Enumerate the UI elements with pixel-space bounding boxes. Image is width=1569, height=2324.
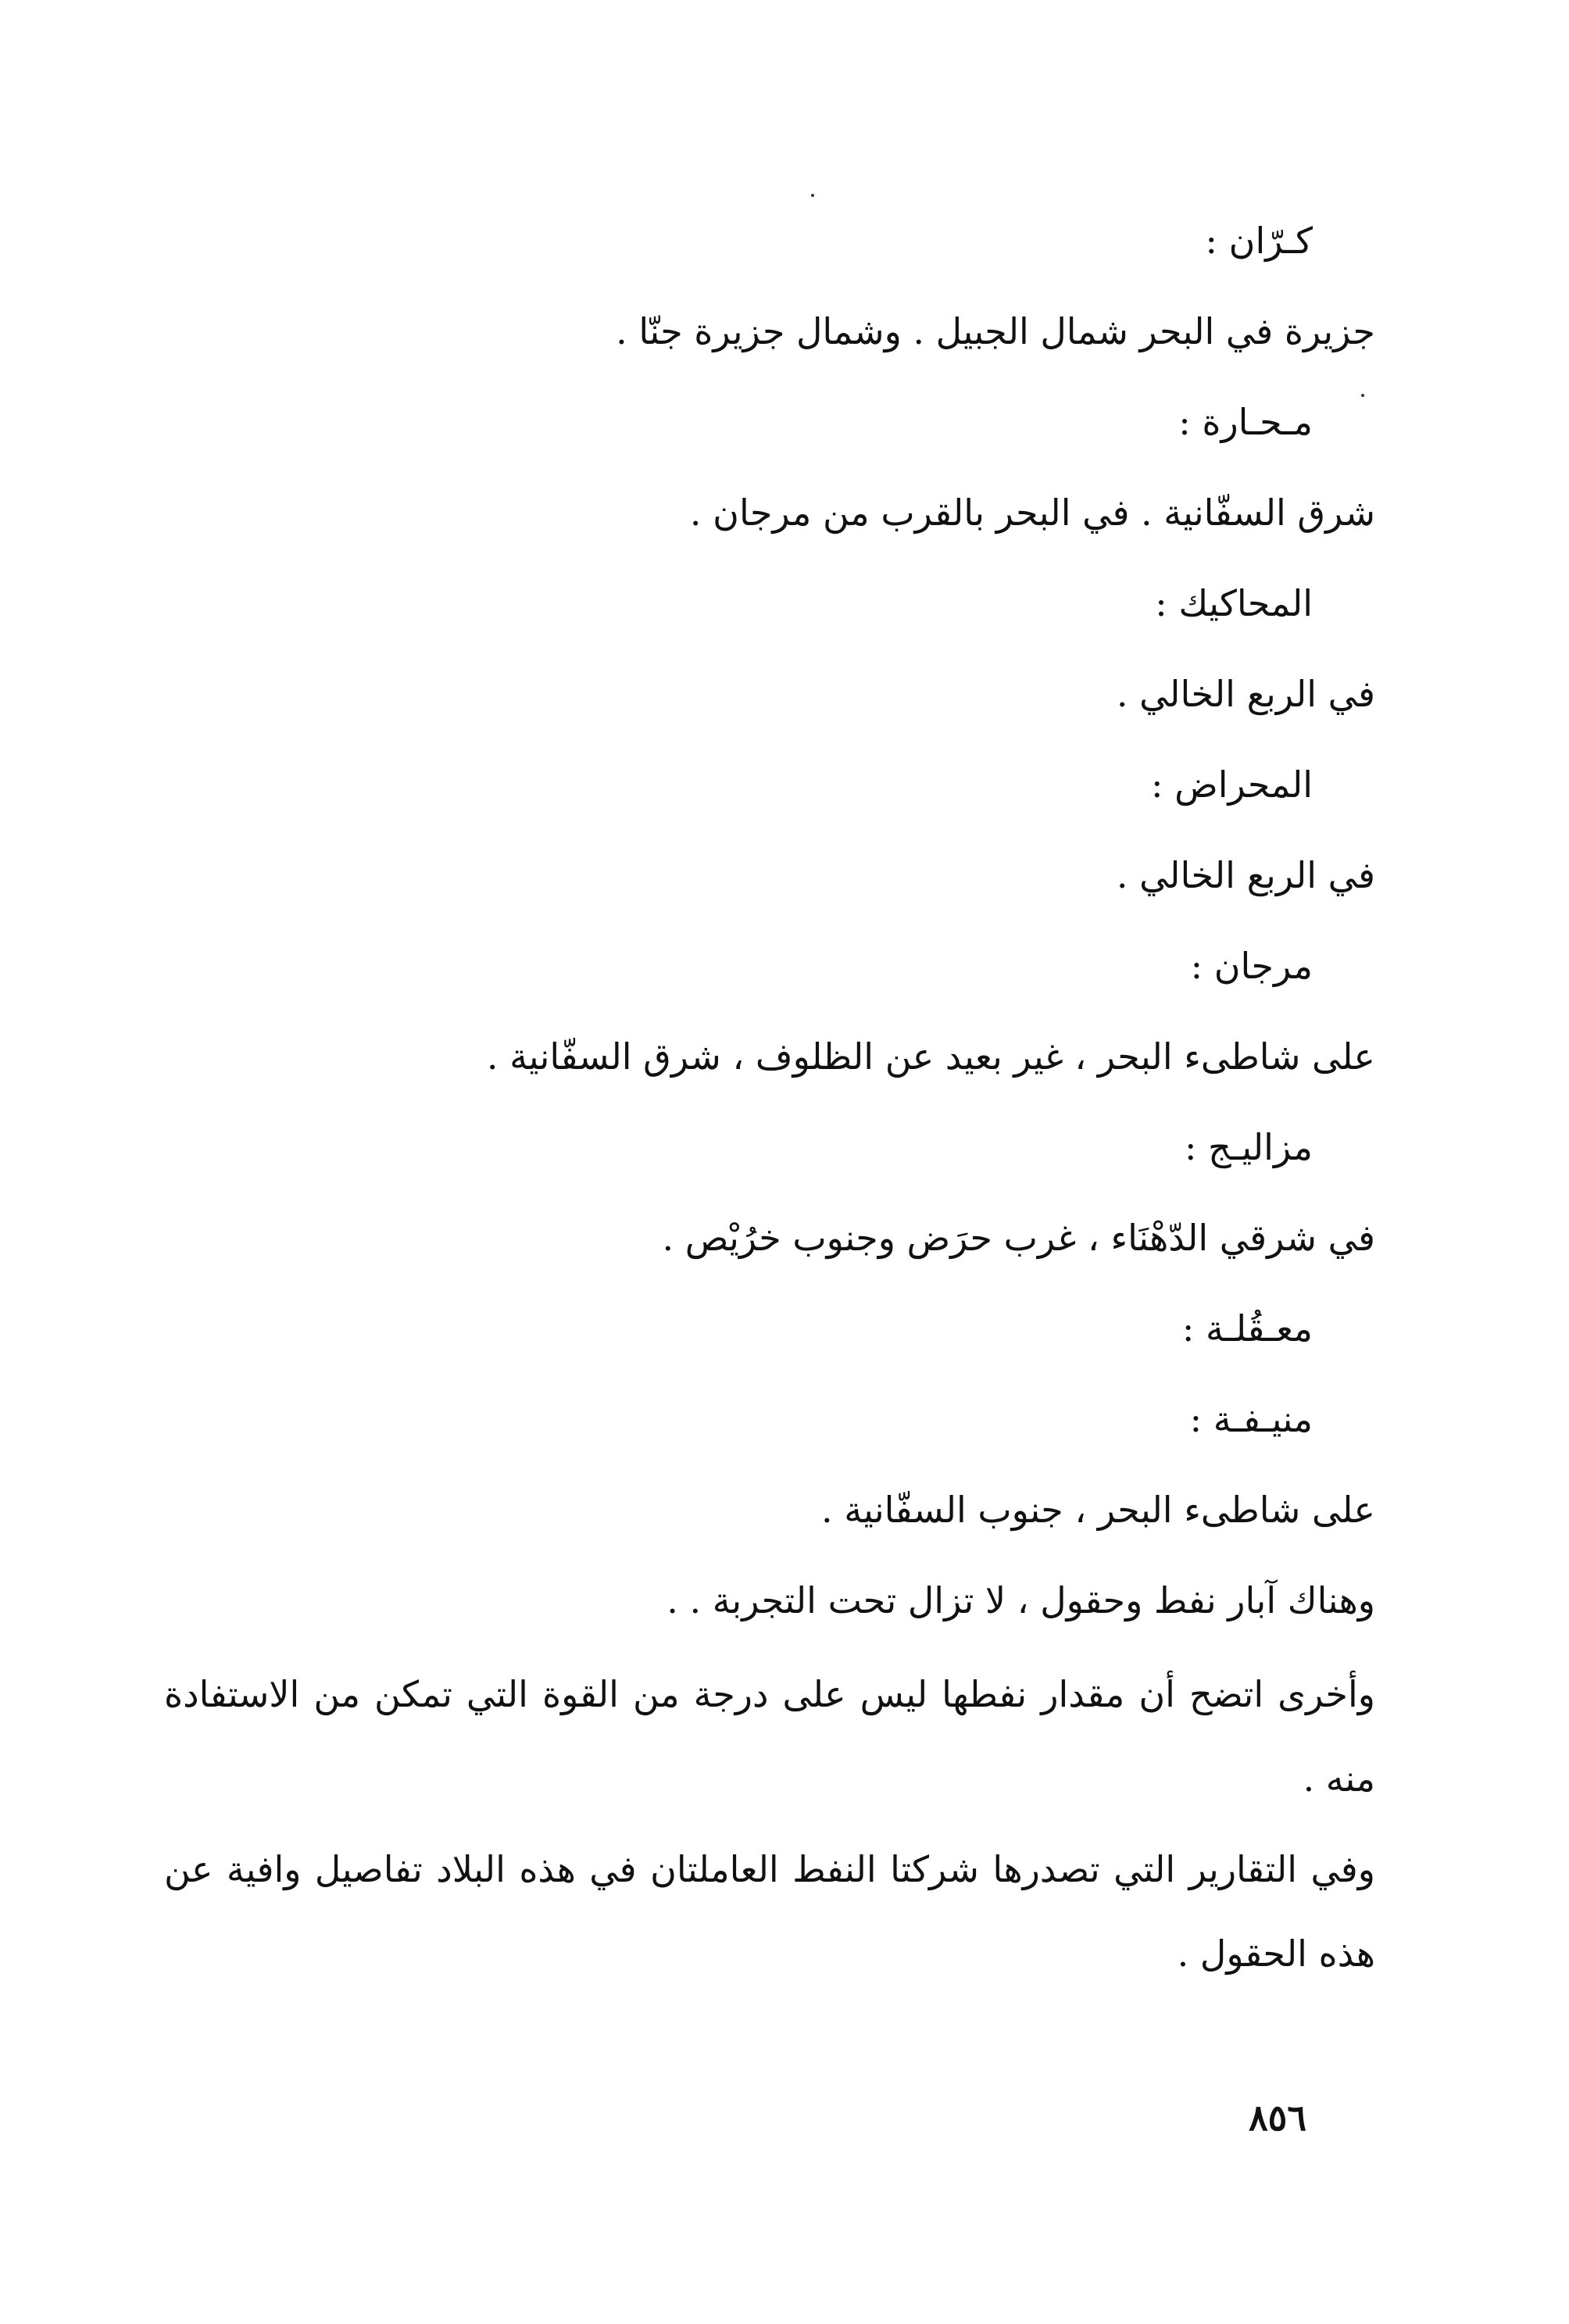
- entry-description: في الربع الخالي .: [1116, 673, 1375, 715]
- entry-description: على شاطىء البحر ، جنوب السفّانية .: [821, 1489, 1375, 1531]
- entry-heading: معـقُلـة :: [1181, 1307, 1313, 1350]
- body-line: وهناك آبار نفط وحقول ، لا تزال تحت التجربة . .: [667, 1579, 1375, 1621]
- entry-heading: مـحـارة :: [1178, 401, 1313, 443]
- paragraph: وأخرى اتضح أن مقدار نفطها ليس على درجة من القوة التي تمكن من الاستفادة منه .: [164, 1673, 1375, 1800]
- entry-heading: مرجان :: [1190, 945, 1313, 987]
- entry-description: في الربع الخالي .: [1116, 854, 1375, 896]
- entry-heading: مزاليـج :: [1185, 1126, 1313, 1168]
- entry-description: في شرقي الدّهْنَاء ، غرب حرَض وجنوب خرُيْص .: [662, 1217, 1375, 1259]
- entry-heading: منيـفـة :: [1189, 1398, 1313, 1440]
- entry-description: جزيرة في البحر شمال الجبيل . وشمال جزيرة جنّا .: [616, 310, 1375, 352]
- entry-heading: المحاكيك :: [1155, 582, 1313, 624]
- page-number: ٨٥٦: [1248, 2097, 1307, 2139]
- paragraph: وفي التقارير التي تصدرها شركتا النفط العاملتان في هذه البلاد تفاصيل وافية عن هذه الحقول .: [164, 1848, 1375, 1975]
- entry-heading: المحراض :: [1151, 763, 1313, 806]
- entry-description: شرق السفّانية . في البحر بالقرب من مرجان .: [689, 492, 1375, 534]
- entry-description: على شاطىء البحر ، غير بعيد عن الظلوف ، شرق السفّانية .: [486, 1035, 1375, 1078]
- page-text: [164, 195, 1375, 1996]
- entry-heading: كـرّان :: [1205, 220, 1313, 262]
